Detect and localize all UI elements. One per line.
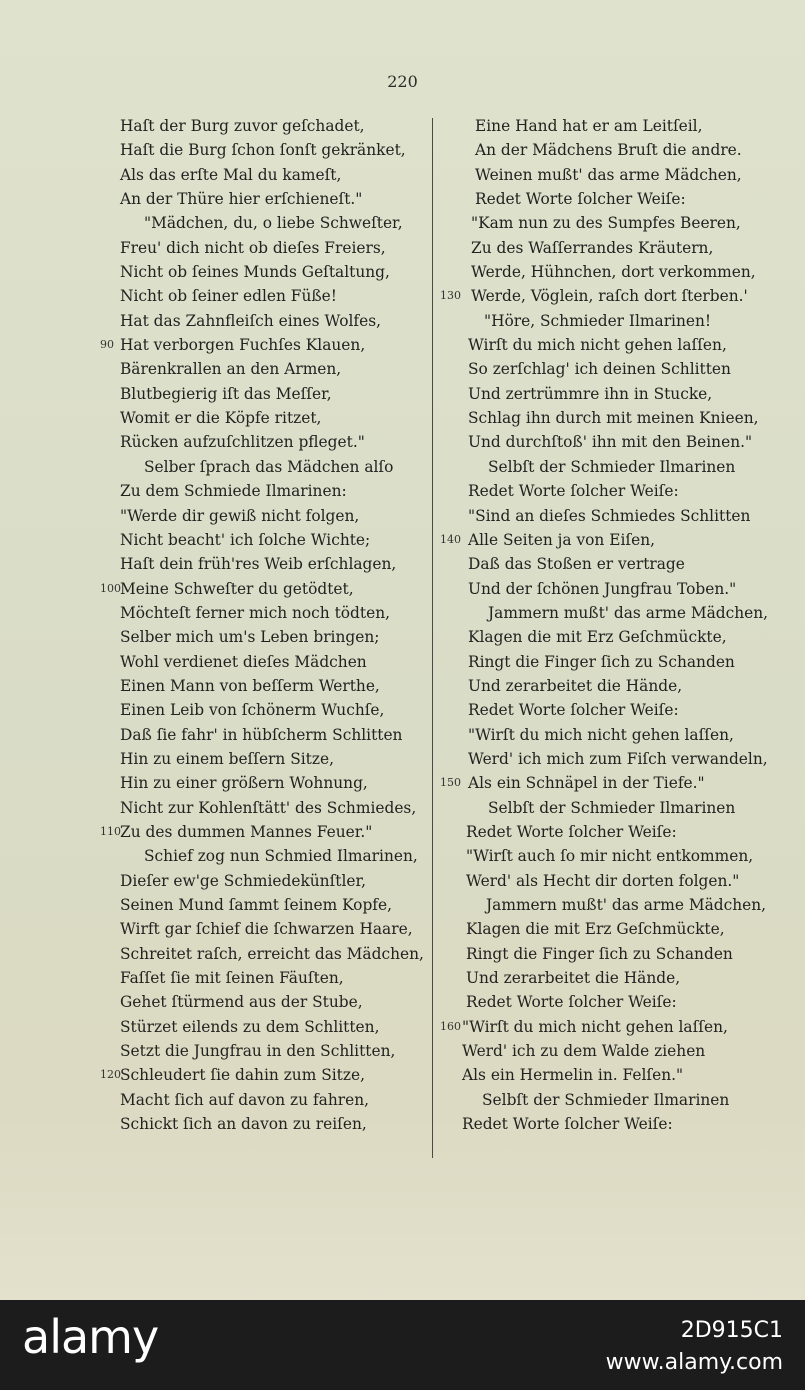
verse-text: Werde, Hühnchen, dort verkommen, xyxy=(471,263,756,282)
verse-text: Einen Leib von ſchönerm Wuchſe, xyxy=(120,701,385,720)
verse-line xyxy=(100,942,425,966)
verse-line xyxy=(440,796,780,820)
verse-text: Gehet ſtürmend aus der Stube, xyxy=(120,993,363,1012)
line-number: 120 xyxy=(100,1068,121,1082)
verse-text: Haſt die Burg ſchon ſonſt gekränket, xyxy=(120,141,406,160)
verse-line xyxy=(440,771,780,795)
verse-text: Einen Mann von beſſerm Werthe, xyxy=(120,676,380,695)
verse-line xyxy=(100,114,425,138)
verse-line xyxy=(440,917,780,941)
verse-text: Nicht zur Kohlenſtätt' des Schmiedes, xyxy=(120,798,417,817)
verse-line xyxy=(100,309,425,333)
line-number: 150 xyxy=(440,776,461,790)
verse-line xyxy=(440,942,780,966)
verse-line xyxy=(100,625,425,649)
verse-text: Weinen mußt' das arme Mädchen, xyxy=(475,165,742,184)
verse-text: Zu dem Schmiede Ilmarinen: xyxy=(120,482,347,501)
verse-text: Werd' ich mich zum Fiſch verwandeln, xyxy=(468,749,768,768)
verse-text: Hin zu einer größern Wohnung, xyxy=(120,774,368,793)
verse-text: "Höre, Schmieder Ilmarinen! xyxy=(484,311,712,330)
verse-text: Selbſt der Schmieder Ilmarinen xyxy=(488,798,736,817)
verse-line xyxy=(100,138,425,162)
verse-line xyxy=(100,236,425,260)
verse-line xyxy=(100,1088,425,1112)
verse-line xyxy=(100,1112,425,1136)
verse-text: Ringt die Finger ſich zu Schanden xyxy=(466,944,733,963)
verse-line xyxy=(100,698,425,722)
verse-line xyxy=(440,990,780,1014)
verse-text: Und zertrümmre ihn in Stucke, xyxy=(468,384,713,403)
verse-line xyxy=(100,552,425,576)
verse-text: Klagen die mit Erz Geſchmückte, xyxy=(466,920,725,939)
verse-line xyxy=(440,601,780,625)
verse-line xyxy=(100,796,425,820)
verse-line xyxy=(100,820,425,844)
alamy-logo: alamy xyxy=(22,1310,159,1364)
verse-line xyxy=(100,1063,425,1087)
verse-line xyxy=(440,211,780,235)
verse-line xyxy=(100,966,425,990)
verse-text: Hat verborgen Fuchſes Klauen, xyxy=(120,336,366,355)
verse-text: Als das erſte Mal du kameſt, xyxy=(120,165,342,184)
verse-text: Und zerarbeitet die Hände, xyxy=(466,969,681,988)
right-column xyxy=(440,114,780,1136)
image-id: 2D915C1 xyxy=(680,1318,783,1343)
verse-text: Und der ſchönen Jungfrau Toben." xyxy=(468,579,737,598)
verse-text: An der Mädchens Bruſt die andre. xyxy=(475,141,742,160)
page-number: 220 xyxy=(387,72,418,91)
verse-line xyxy=(440,1015,780,1039)
verse-line xyxy=(100,260,425,284)
verse-text: Daß ſie fahr' in hübſcherm Schlitten xyxy=(120,725,403,744)
verse-line xyxy=(100,284,425,308)
verse-line xyxy=(440,625,780,649)
verse-line xyxy=(440,187,780,211)
verse-line xyxy=(100,601,425,625)
verse-line xyxy=(100,479,425,503)
verse-line xyxy=(100,406,425,430)
verse-line xyxy=(440,893,780,917)
verse-line xyxy=(440,869,780,893)
line-number: 110 xyxy=(100,824,121,838)
verse-line xyxy=(100,771,425,795)
verse-text: Redet Worte ſolcher Weiſe: xyxy=(462,1115,673,1134)
verse-text: "Wirſt auch ſo mir nicht entkommen, xyxy=(466,847,754,866)
verse-line xyxy=(440,1063,780,1087)
left-column xyxy=(100,114,425,1136)
verse-text: Werd' ich zu dem Walde ziehen xyxy=(462,1042,706,1061)
verse-text: Freu' dich nicht ob dieſes Freiers, xyxy=(120,238,386,257)
verse-line xyxy=(440,284,780,308)
verse-text: Haſt dein früh'res Weib erſchlagen, xyxy=(120,555,397,574)
verse-text: Ringt die Finger ſich zu Schanden xyxy=(468,652,735,671)
verse-text: Nicht ob ſeines Munds Geſtaltung, xyxy=(120,263,390,282)
verse-line xyxy=(100,747,425,771)
verse-line xyxy=(100,869,425,893)
verse-text: Haſt der Burg zuvor geſchadet, xyxy=(120,117,365,135)
line-number: 160 xyxy=(440,1019,461,1033)
verse-line xyxy=(100,187,425,211)
verse-text: Nicht ob ſeiner edlen Füße! xyxy=(120,287,337,306)
verse-text: Hin zu einem beſſern Sitze, xyxy=(120,749,334,768)
verse-line xyxy=(100,382,425,406)
verse-text: Jammern mußt' das arme Mädchen, xyxy=(486,896,767,914)
verse-text: Womit er die Köpfe ritzet, xyxy=(120,409,322,428)
verse-text: Schief zog nun Schmied Ilmarinen, xyxy=(144,847,418,866)
verse-line xyxy=(440,236,780,260)
line-number: 140 xyxy=(440,532,461,546)
verse-line xyxy=(440,382,780,406)
verse-text: Als ein Hermelin in. Felſen." xyxy=(462,1066,684,1085)
verse-text: Hat das Zahnfleiſch eines Wolfes, xyxy=(120,311,382,330)
verse-line xyxy=(440,479,780,503)
verse-line xyxy=(440,430,780,454)
verse-text: Jammern mußt' das arme Mädchen, xyxy=(488,603,769,622)
verse-line xyxy=(440,552,780,576)
verse-text: "Werde dir gewiß nicht folgen, xyxy=(120,506,360,525)
verse-line xyxy=(440,698,780,722)
verse-text: Und durchſtoß' ihn mit den Beinen." xyxy=(468,433,753,452)
verse-text: Rücken aufzuſchlitzen pfleget." xyxy=(120,433,365,452)
verse-line xyxy=(100,455,425,479)
verse-line xyxy=(440,674,780,698)
verse-text: Meine Schweſter du getödtet, xyxy=(120,579,354,598)
verse-line xyxy=(440,406,780,430)
verse-text: Seinen Mund ſammt ſeinem Kopfe, xyxy=(120,896,392,914)
verse-line xyxy=(440,333,780,357)
verse-text: "Mädchen, du, o liebe Schweſter, xyxy=(144,214,403,233)
verse-line xyxy=(440,504,780,528)
verse-line xyxy=(100,211,425,235)
verse-line xyxy=(100,1039,425,1063)
verse-line xyxy=(440,820,780,844)
verse-text: Schreitet raſch, erreicht das Mädchen, xyxy=(120,944,424,963)
verse-text: Werde, Vöglein, raſch dort ſterben.' xyxy=(471,287,748,306)
line-number: 100 xyxy=(100,581,121,595)
verse-text: Schlag ihn durch mit meinen Knieen, xyxy=(468,409,759,428)
verse-line xyxy=(440,577,780,601)
verse-text: Schickt ſich an davon zu reiſen, xyxy=(120,1115,367,1134)
verse-text: Wirſt du mich nicht gehen laſſen, xyxy=(468,336,727,355)
verse-text: Klagen die mit Erz Geſchmückte, xyxy=(468,628,727,647)
verse-text: Selber mich um's Leben bringen; xyxy=(120,628,380,647)
verse-text: Wohl verdienet dieſes Mädchen xyxy=(120,652,367,671)
verse-line xyxy=(440,260,780,284)
verse-text: Bärenkrallen an den Armen, xyxy=(120,360,342,379)
verse-line xyxy=(440,114,780,138)
verse-text: An der Thüre hier erſchieneſt." xyxy=(120,190,363,209)
verse-text: "Sind an dieſes Schmiedes Schlitten xyxy=(468,506,751,525)
verse-line xyxy=(440,309,780,333)
verse-line xyxy=(440,723,780,747)
verse-text: Faſſet ſie mit ſeinen Fäuſten, xyxy=(120,969,344,988)
verse-text: Redet Worte ſolcher Weiſe: xyxy=(468,482,679,501)
verse-text: Redet Worte ſolcher Weiſe: xyxy=(466,822,677,841)
verse-line xyxy=(100,674,425,698)
verse-line xyxy=(100,504,425,528)
verse-text: Macht ſich auf davon zu fahren, xyxy=(120,1090,370,1109)
verse-text: Selbſt der Schmieder Ilmarinen xyxy=(482,1090,730,1109)
verse-text: Daß das Stoßen er vertrage xyxy=(468,555,685,574)
verse-text: "Kam nun zu des Sumpfes Beeren, xyxy=(471,214,741,233)
verse-line xyxy=(100,333,425,357)
verse-text: Redet Worte ſolcher Weiſe: xyxy=(466,993,677,1012)
verse-line xyxy=(100,844,425,868)
verse-line xyxy=(440,966,780,990)
verse-text: Dieſer ew'ge Schmiedekünſtler, xyxy=(120,871,367,890)
verse-line xyxy=(440,844,780,868)
verse-line xyxy=(440,650,780,674)
verse-text: Zu des dummen Mannes Feuer." xyxy=(120,822,373,841)
verse-line xyxy=(440,138,780,162)
watermark-url: www.alamy.com xyxy=(605,1350,783,1375)
verse-line xyxy=(440,163,780,187)
verse-text: Zu des Waſſerrandes Kräutern, xyxy=(471,238,714,257)
verse-text: Setzt die Jungfrau in den Schlitten, xyxy=(120,1042,396,1061)
verse-text: Stürzet eilends zu dem Schlitten, xyxy=(120,1017,380,1036)
verse-line xyxy=(100,577,425,601)
verse-text: Nicht beacht' ich ſolche Wichte; xyxy=(120,530,371,549)
verse-line xyxy=(440,1112,780,1136)
verse-line xyxy=(100,163,425,187)
verse-text: "Wirſt du mich nicht gehen laſſen, xyxy=(468,725,734,744)
watermark-bar xyxy=(0,1300,805,1390)
verse-text: Alle Seiten ja von Eiſen, xyxy=(468,530,656,549)
verse-line xyxy=(100,990,425,1014)
verse-text: Selber ſprach das Mädchen alſo xyxy=(144,457,394,476)
verse-text: Schleudert ſie dahin zum Sitze, xyxy=(120,1066,365,1085)
verse-line xyxy=(100,650,425,674)
verse-text: Möchteſt ferner mich noch tödten, xyxy=(120,603,390,622)
verse-line xyxy=(440,357,780,381)
verse-text: So zerſchlag' ich deinen Schlitten xyxy=(468,360,731,379)
verse-line xyxy=(100,357,425,381)
verse-text: Eine Hand hat er am Leitſeil, xyxy=(475,117,703,135)
verse-text: Als ein Schnäpel in der Tiefe." xyxy=(468,774,705,793)
verse-line xyxy=(100,893,425,917)
verse-line xyxy=(440,747,780,771)
verse-line xyxy=(440,1088,780,1112)
verse-line xyxy=(440,1039,780,1063)
verse-text: Wirft gar ſchief die ſchwarzen Haare, xyxy=(120,920,413,939)
verse-text: Blutbegierig iſt das Meſſer, xyxy=(120,384,332,403)
line-number: 90 xyxy=(100,338,114,352)
verse-text: Redet Worte ſolcher Weiſe: xyxy=(475,190,686,209)
verse-line xyxy=(100,430,425,454)
verse-line xyxy=(440,528,780,552)
verse-text: Werd' als Hecht dir dorten folgen." xyxy=(466,871,740,890)
column-divider xyxy=(432,118,433,1158)
verse-text: "Wirſt du mich nicht gehen laſſen, xyxy=(462,1017,728,1036)
verse-line xyxy=(100,1015,425,1039)
line-number: 130 xyxy=(440,289,461,303)
verse-line xyxy=(100,528,425,552)
verse-line xyxy=(440,455,780,479)
verse-text: Redet Worte ſolcher Weiſe: xyxy=(468,701,679,720)
verse-text: Und zerarbeitet die Hände, xyxy=(468,676,683,695)
verse-line xyxy=(100,723,425,747)
verse-line xyxy=(100,917,425,941)
verse-text: Selbſt der Schmieder Ilmarinen xyxy=(488,457,736,476)
